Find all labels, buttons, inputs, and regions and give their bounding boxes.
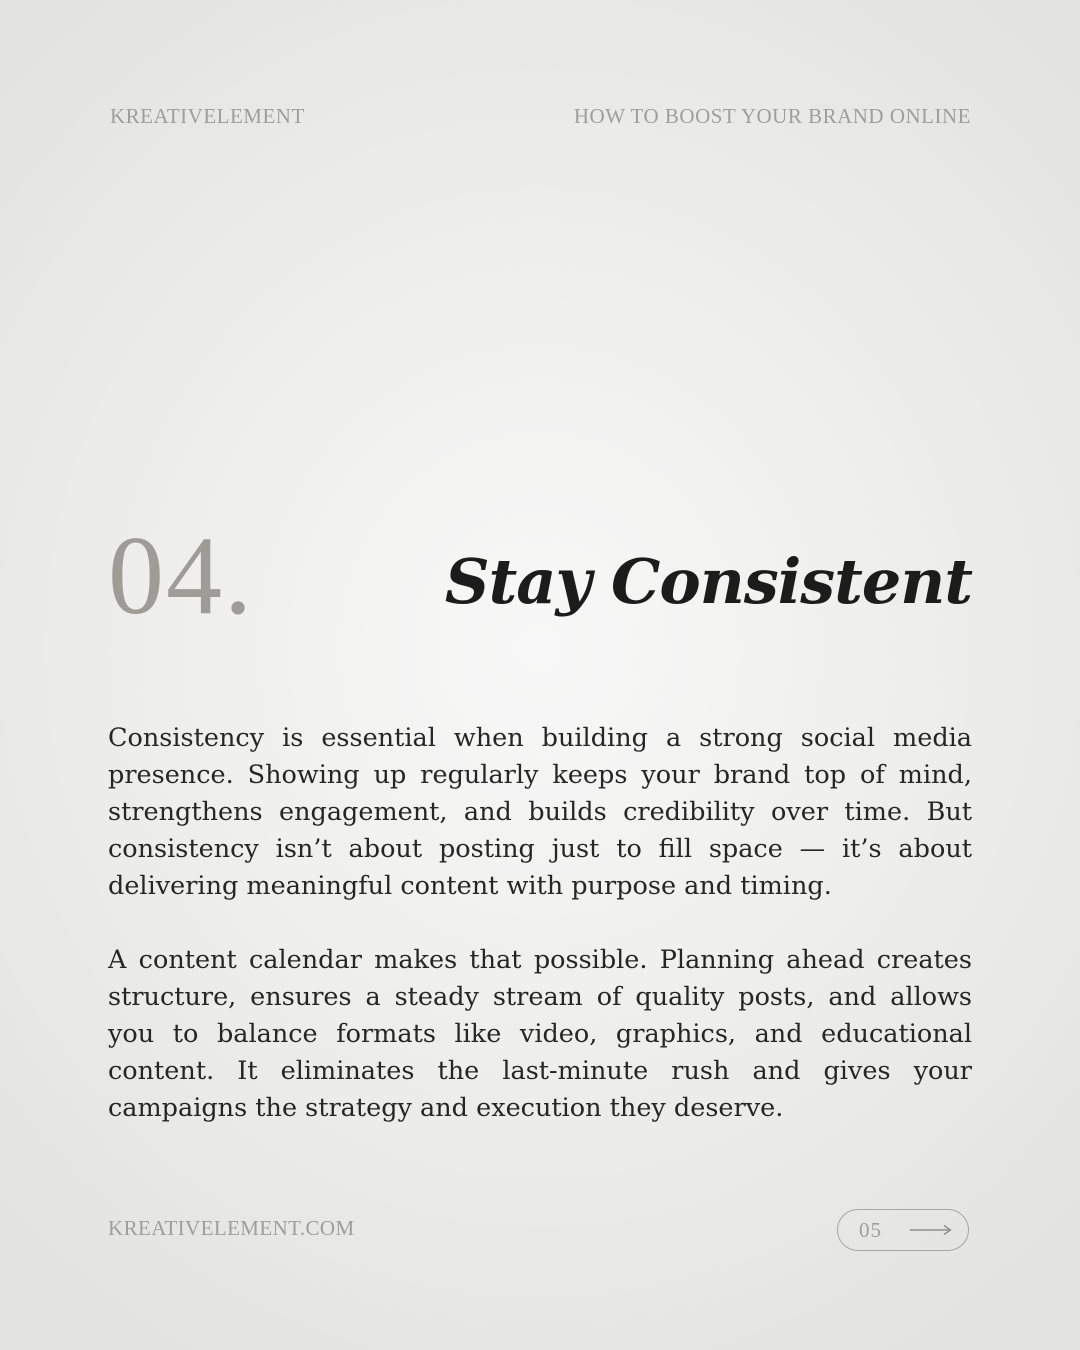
brand-name: KREATIVELEMENT bbox=[110, 104, 305, 128]
section-number: 04. bbox=[108, 514, 254, 638]
next-page-button[interactable] bbox=[837, 1209, 969, 1251]
body-paragraph-1: Consistency is essential when building a strong social media presence. Showing up regularly keeps your brand top of mind, strengthens engagement, and builds credibility over time. But consistency isn’t about posting just to fill space — it’s about delivering meaningful content with purpose and timing. bbox=[108, 723, 972, 901]
website-link[interactable]: KREATIVELEMENT.COM bbox=[108, 1216, 355, 1240]
body-paragraph-2: A content calendar makes that possible. Planning ahead creates structure, ensures a steady stream of quality posts, and allows you to balance formats like video, graphics, and educational content. It eliminates the last-minute rush and gives your campaigns the strategy and execution they deserve. bbox=[108, 945, 972, 1123]
arrow-right-icon bbox=[910, 1224, 952, 1236]
page-number: 05 bbox=[859, 1217, 882, 1242]
section-title: Stay Consistent bbox=[444, 545, 972, 618]
series-title: HOW TO BOOST YOUR BRAND ONLINE bbox=[573, 104, 971, 128]
